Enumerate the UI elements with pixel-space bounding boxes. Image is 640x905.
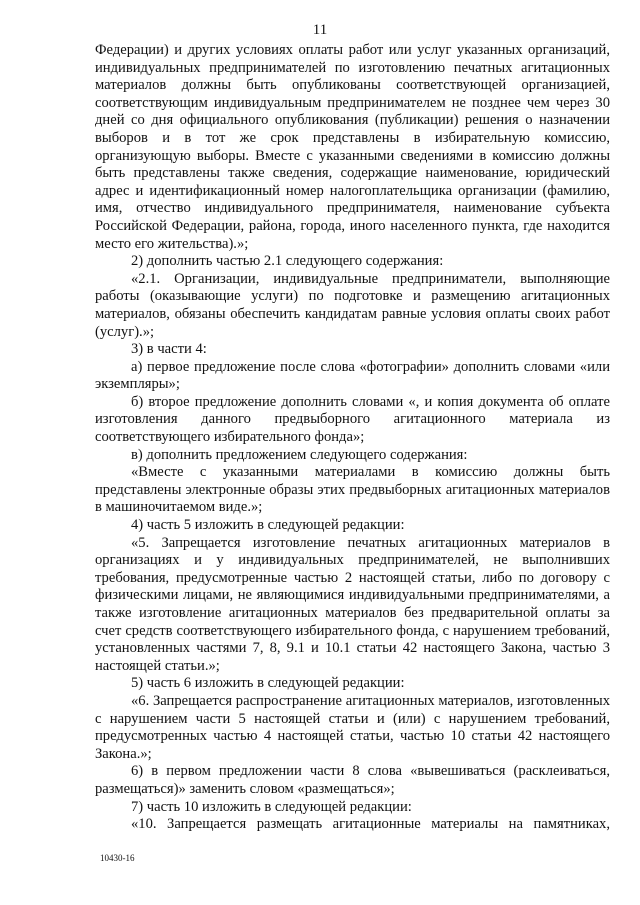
paragraph-item-3: 3) в части 4:	[131, 341, 207, 358]
paragraph-quote-electronic: «Вместе с указанными материалами в комиссию должны быть представлены электронные образы этих предвыборных агитационных материалов в машиночитаемом виде.»;	[95, 464, 610, 516]
paragraph-item-7: 7) часть 10 изложить в следующей редакции:	[131, 798, 412, 815]
paragraph-item-2: 2) дополнить частью 2.1 следующего содержания:	[131, 253, 444, 270]
paragraph-item-3a: а) первое предложение после слова «фотографии» дополнить словами «или экземпляры»;	[95, 358, 610, 393]
document-code: 10430-16	[100, 853, 135, 863]
paragraph-item-5: 5) часть 6 изложить в следующей редакции:	[131, 675, 405, 692]
paragraph-part-2-1: «2.1. Организации, индивидуальные предприниматели, выполняющие работы (оказывающие услуги) по подготовке и размещению агитационных материалов, обязаны обеспечить кандидатам равные условия оплаты своих работ (услуг).»;	[95, 270, 610, 340]
paragraph-part-6: «6. Запрещается распространение агитационных материалов, изготовленных с нарушением части 5 настоящей статьи и (или) с нарушением требований, предусмотренных частью 4 настоящей статьи, частью 10 статьи 42 настоящего Закона.»;	[95, 692, 610, 762]
page-number: 11	[312, 22, 328, 38]
paragraph-item-4: 4) часть 5 изложить в следующей редакции:	[131, 517, 405, 534]
paragraph-part-5: «5. Запрещается изготовление печатных агитационных материалов в организациях и у индивидуальных предпринимателей, не выполнивших требования, предусмотренные частью 2 настоящей статьи, либо по договору с физическими лицами, не являющимися индивидуальными предпринимателями, а также изготовление агитационных материалов без предварительной оплаты за счет средств соответствующего избирательного фонда, с нарушением требований, установленных частями 7, 8, 9.1 и 10.1 статьи 42 настоящего Закона, частью 3 настоящей статьи.»;	[95, 534, 610, 674]
paragraph-continuation: Федерации) и других условиях оплаты работ или услуг указанных организаций, индивидуальных предпринимателей по изготовлению печатных агитационных материалов должны быть опубликованы соответствующей организацией, соответствующим индивидуальным предпринимателем не позднее чем через 30 дней со дня официального опубликования (публикации) решения о назначении выборов и в тот же срок представлены в избирательную комиссию, организующую выборы. Вместе с указанными сведениями в комиссию должны быть представлены также сведения, содержащие наименование, юридический адрес и идентификационный номер налогоплательщика организации (фамилию, имя, отчество индивидуального предпринимателя, наименование субъекта Российской Федерации, района, города, иного населенного пункта, где находится место его жительства).»;	[95, 42, 610, 252]
document-body	[95, 42, 610, 834]
paragraph-item-6: 6) в первом предложении части 8 слова «вывешиваться (расклеиваться, размещаться)» заменить словом «размещаться»;	[95, 763, 610, 797]
paragraph-item-3b: б) второе предложение дополнить словами «, и копия документа об оплате изготовления данного предвыборного агитационного материала из соответствующего избирательного фонда»;	[95, 393, 610, 446]
paragraph-item-3c: в) дополнить предложением следующего содержания:	[131, 446, 468, 463]
paragraph-part-10: «10. Запрещается размещать агитационные материалы на памятниках,	[131, 816, 610, 833]
